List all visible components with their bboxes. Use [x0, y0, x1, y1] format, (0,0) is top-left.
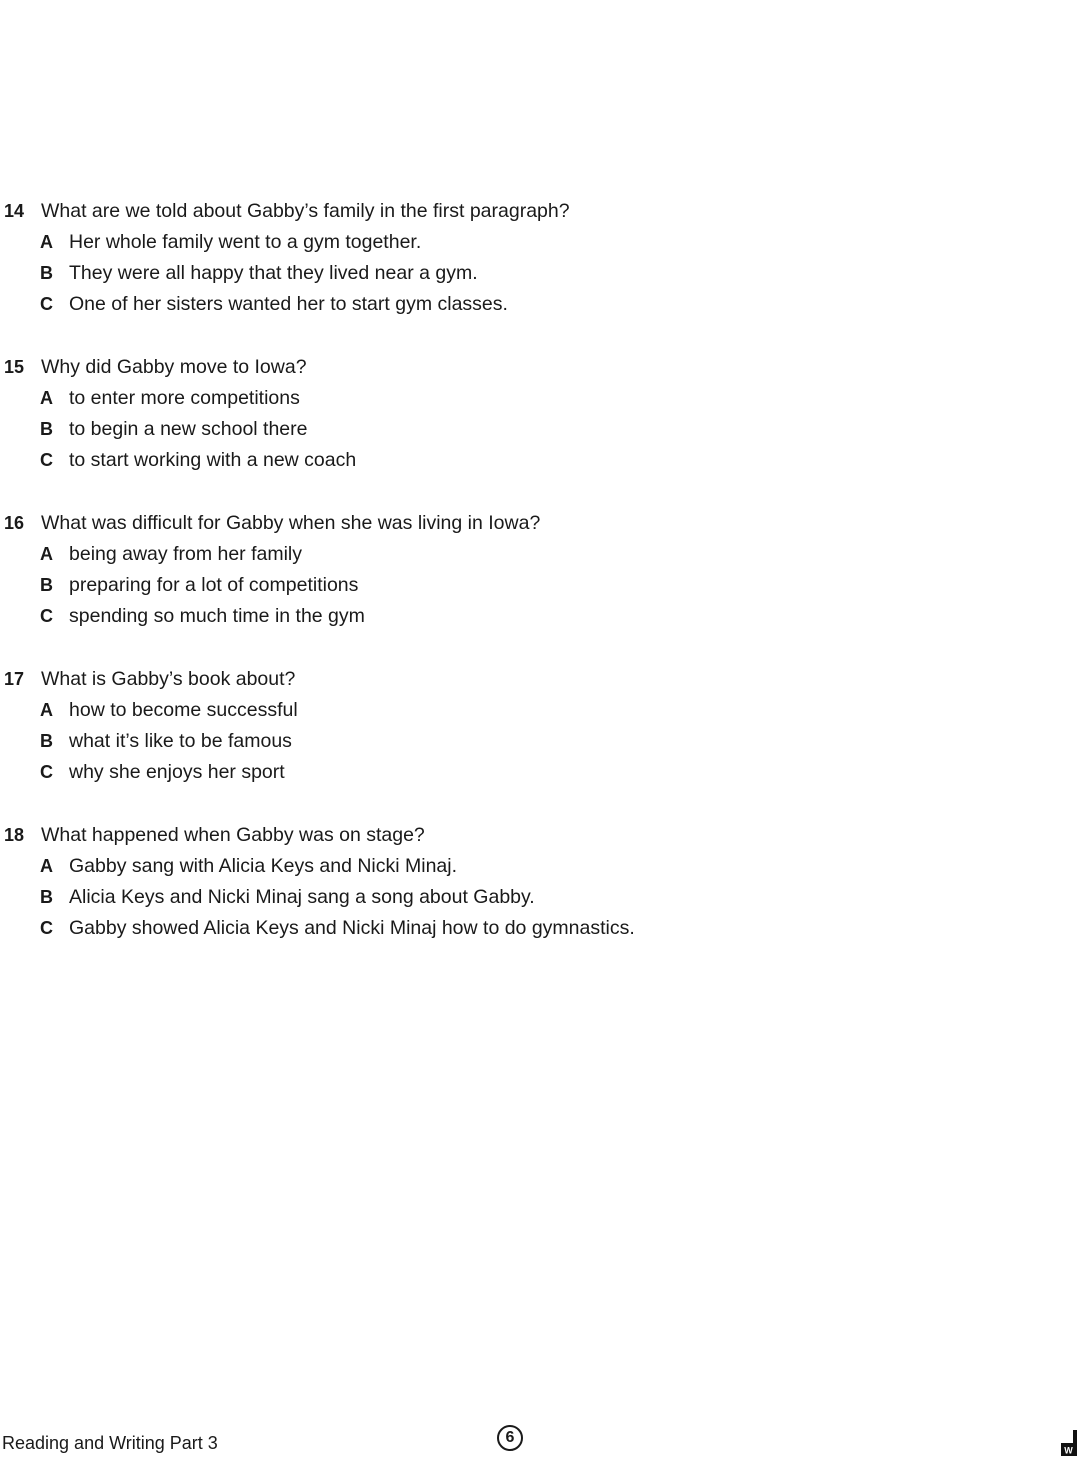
question-text: What was difficult for Gabby when she was living in Iowa? — [41, 512, 541, 534]
option-text: Her whole family went to a gym together. — [69, 231, 422, 253]
question-18 — [0, 820, 1080, 976]
publisher-logo-icon — [1060, 1430, 1078, 1456]
question-text: What happened when Gabby was on stage? — [41, 824, 425, 846]
question-number: 15 — [4, 357, 25, 377]
option-text: how to become successful — [69, 699, 298, 721]
question-number: 14 — [4, 201, 25, 221]
publisher-logo-letter: W — [1064, 1445, 1073, 1456]
option-letter: C — [40, 450, 53, 470]
option-text: Gabby showed Alicia Keys and Nicki Minaj how to do gymnastics. — [69, 917, 635, 939]
option-text: to enter more competitions — [69, 387, 300, 409]
option-letter: B — [40, 263, 53, 283]
option-text: Gabby sang with Alicia Keys and Nicki Minaj. — [69, 855, 458, 877]
question-number: 16 — [4, 513, 25, 533]
question-number: 17 — [4, 669, 25, 689]
option-letter: C — [40, 606, 53, 626]
option-text: why she enjoys her sport — [69, 761, 285, 783]
option-text: to start working with a new coach — [69, 449, 357, 471]
option-text: spending so much time in the gym — [69, 605, 365, 627]
option-letter: C — [40, 918, 53, 938]
option-letter: B — [40, 731, 53, 751]
option-text: preparing for a lot of competitions — [69, 574, 359, 596]
question-14 — [0, 196, 1080, 352]
question-17 — [0, 664, 1080, 820]
option-letter: A — [40, 388, 53, 408]
question-list — [0, 196, 1080, 976]
page-number: 6 — [497, 1425, 523, 1451]
option-letter: B — [40, 419, 53, 439]
option-letter: B — [40, 575, 53, 595]
option-letter: A — [40, 856, 53, 876]
question-text: What is Gabby’s book about? — [41, 668, 296, 690]
option-letter: A — [40, 232, 53, 252]
option-letter: B — [40, 887, 53, 907]
question-16 — [0, 508, 1080, 664]
option-letter: C — [40, 294, 53, 314]
option-text: being away from her family — [69, 543, 303, 565]
question-15 — [0, 352, 1080, 508]
question-text: Why did Gabby move to Iowa? — [41, 356, 307, 378]
question-number: 18 — [4, 825, 25, 845]
option-text: They were all happy that they lived near a gym. — [69, 262, 478, 284]
option-text: Alicia Keys and Nicki Minaj sang a song about Gabby. — [69, 886, 535, 908]
option-letter: A — [40, 700, 53, 720]
section-label: Reading and Writing Part 3 — [2, 1433, 218, 1453]
option-letter: C — [40, 762, 53, 782]
question-text: What are we told about Gabby’s family in the first paragraph? — [41, 200, 570, 222]
option-text: One of her sisters wanted her to start gym classes. — [69, 293, 508, 315]
option-text: to begin a new school there — [69, 418, 308, 440]
option-letter: A — [40, 544, 53, 564]
option-text: what it’s like to be famous — [69, 730, 292, 752]
